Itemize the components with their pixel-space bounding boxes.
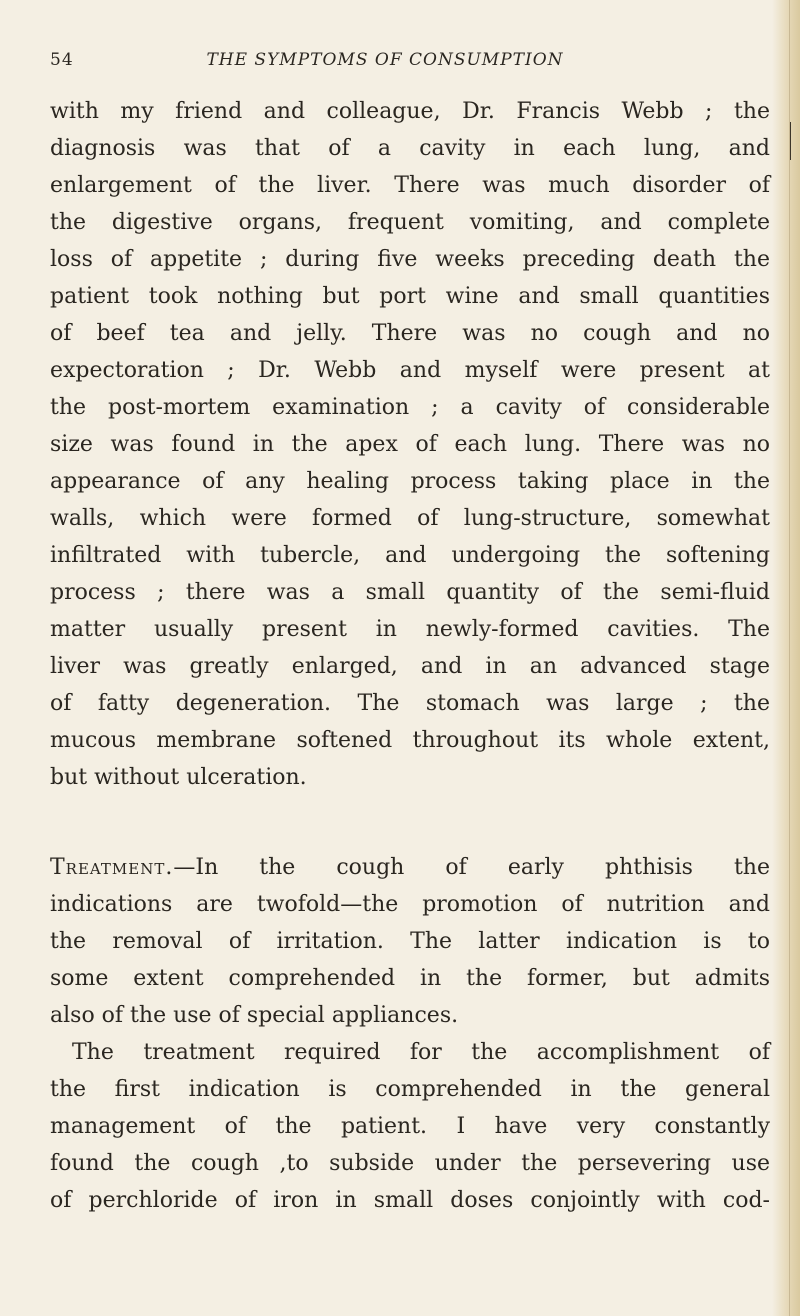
margin-mark (790, 122, 791, 160)
text-line: the post-mortem examination ; a cavity of considerable (50, 395, 770, 420)
text-line: liver was greatly enlarged, and in an advanced stage (50, 654, 770, 679)
text-line: size was found in the apex of each lung. There was no (50, 432, 770, 457)
text-line: appearance of any healing process taking place in the (50, 469, 770, 494)
text-line: found the cough ,to subside under the persevering use (50, 1151, 770, 1176)
text-line: the digestive organs, frequent vomiting, and complete (50, 210, 770, 235)
text-line: management of the patient. I have very constantly (50, 1114, 770, 1139)
text-line: but without ulceration. (50, 765, 307, 790)
text-line: patient took nothing but port wine and small quantities (50, 284, 770, 309)
section-heading: Treatment. (50, 855, 174, 880)
running-title: THE SYMPTOMS OF CONSUMPTION (206, 50, 564, 70)
text-line: of beef tea and jelly. There was no cough and no (50, 321, 770, 346)
text-line: diagnosis was that of a cavity in each lung, and (50, 136, 770, 161)
text-line: also of the use of special appliances. (50, 1003, 459, 1028)
text-line: of perchloride of iron in small doses conjointly with cod- (50, 1188, 770, 1213)
page-edge-shadow (772, 0, 800, 1316)
text-line: of fatty degeneration. The stomach was large ; the (50, 691, 770, 716)
text-line (50, 849, 770, 886)
text-line: enlargement of the liver. There was much disorder of (50, 173, 770, 198)
paragraph-gap (50, 796, 770, 849)
text-line: walls, which were formed of lung-structure, somewhat (50, 506, 770, 531)
text-line: matter usually present in newly-formed cavities. The (50, 617, 770, 642)
paragraph-case-report (50, 93, 770, 796)
page-edge-line (789, 0, 790, 1316)
text-line: expectoration ; Dr. Webb and myself were present at (50, 358, 770, 383)
text-line: some extent comprehended in the former, but admits (50, 966, 770, 991)
text-line: mucous membrane softened throughout its whole extent, (50, 728, 770, 753)
text-run: —In the cough of early phthisis the (173, 855, 770, 880)
paragraph-treatment (50, 849, 770, 1034)
text-line: the removal of irritation. The latter indication is to (50, 929, 770, 954)
text-line: loss of appetite ; during five weeks preceding death the (50, 247, 770, 272)
running-head (50, 50, 720, 76)
text-line: process ; there was a small quantity of the semi-fluid (50, 580, 770, 605)
page-number: 54 (50, 50, 74, 70)
text-line: indications are twofold—the promotion of nutrition and (50, 892, 770, 917)
text-line: infiltrated with tubercle, and undergoing the softening (50, 543, 770, 568)
text-line: The treatment required for the accomplishment of (72, 1040, 770, 1065)
paragraph-indication (50, 1034, 770, 1219)
body-text (50, 93, 770, 1219)
text-line: the first indication is comprehended in the general (50, 1077, 770, 1102)
text-line: with my friend and colleague, Dr. Francis Webb ; the (50, 99, 770, 124)
